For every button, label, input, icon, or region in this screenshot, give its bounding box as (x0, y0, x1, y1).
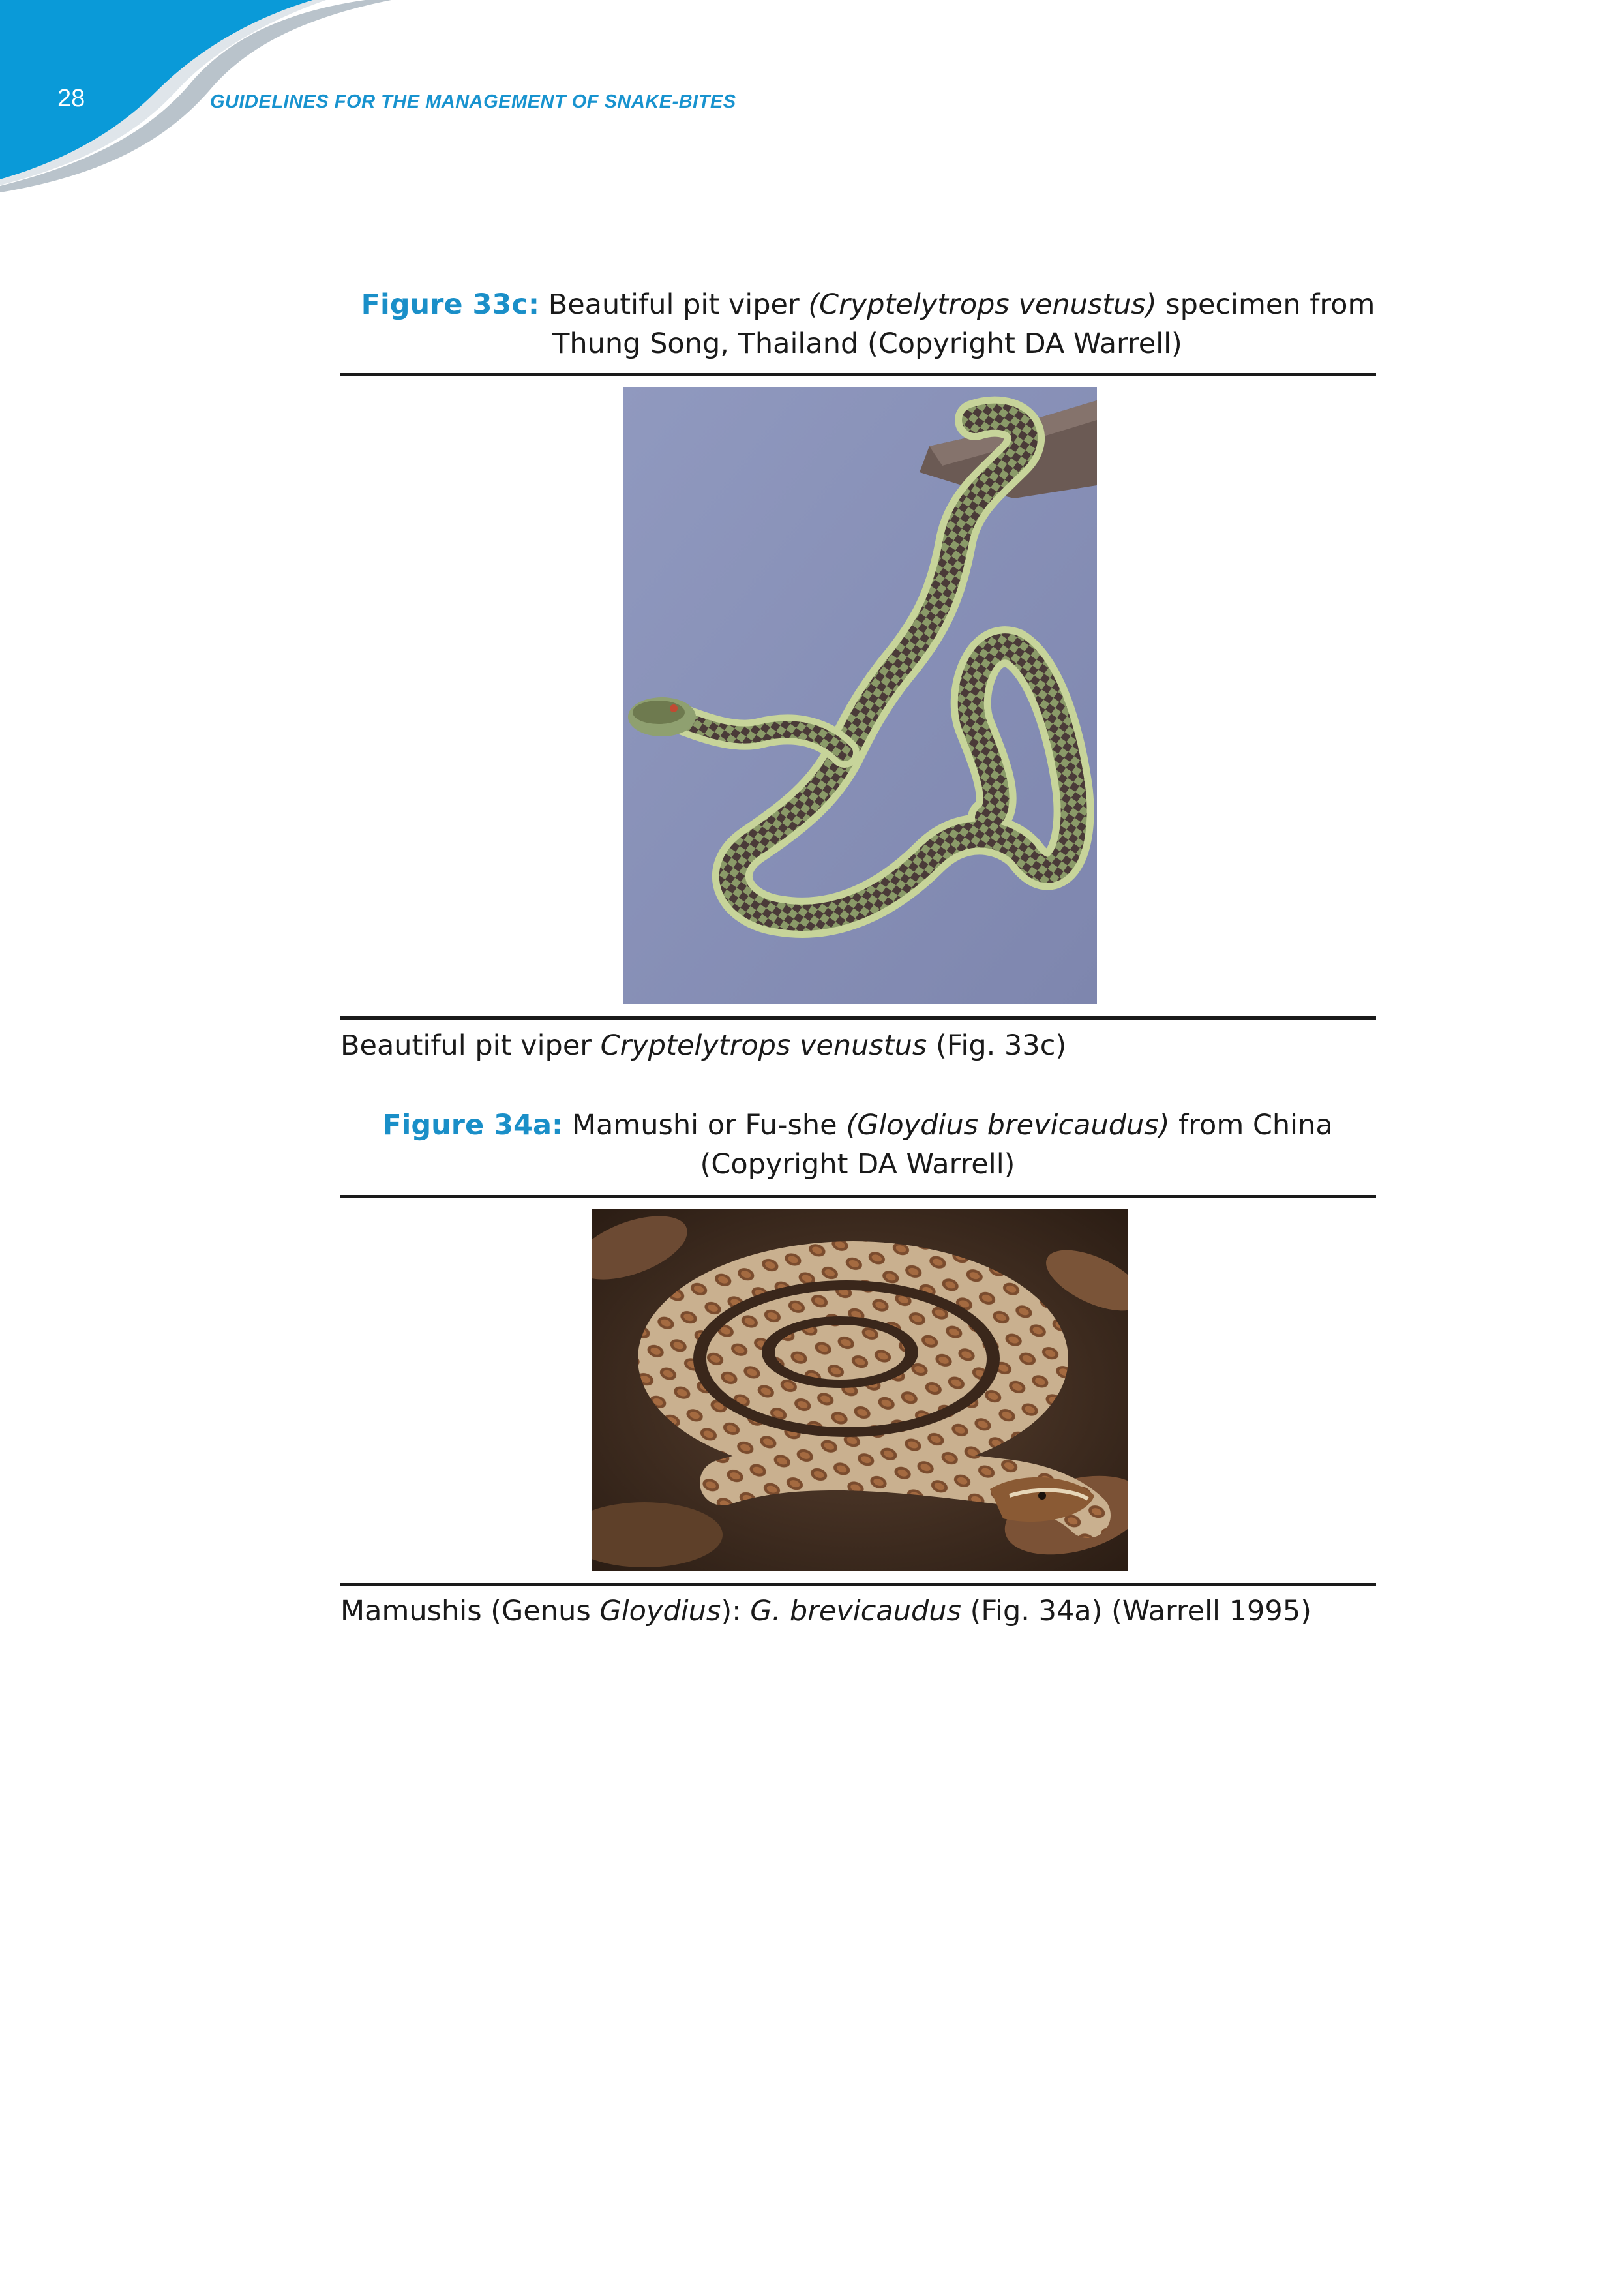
coiled-brown-mamushi-photo (592, 1209, 1128, 1571)
figure-33c-subcaption (340, 1026, 1377, 1065)
caption-rule-bottom (340, 1583, 1376, 1586)
caption-text-tail: from China (1169, 1109, 1333, 1141)
subcaption-text: Mamushis (Genus (340, 1595, 600, 1627)
subcaption-species: G. brevicaudus (750, 1595, 961, 1627)
caption-text: Mamushi or Fu-she (571, 1109, 846, 1141)
caption-text: Beautiful pit viper (548, 288, 809, 321)
caption-text-tail: specimen from (1156, 288, 1375, 321)
caption-line-2: (Copyright DA Warrell) (700, 1148, 1015, 1181)
running-head: GUIDELINES FOR THE MANAGEMENT OF SNAKE-BITES (210, 91, 736, 112)
figure-label: Figure 33c: (361, 288, 540, 321)
figure-33c-caption (339, 285, 1376, 363)
subcaption-ref: (Fig. 33c) (927, 1029, 1067, 1062)
subcaption-ref: (Fig. 34a) (Warrell 1995) (961, 1595, 1311, 1627)
caption-rule-top (340, 1195, 1376, 1198)
figure-34a-subcaption (340, 1592, 1377, 1631)
subcaption-text: ): (721, 1595, 751, 1627)
caption-line-2: Thung Song, Thailand (Copyright DA Warrell) (552, 327, 1182, 360)
page-number: 28 (57, 85, 85, 112)
coiled-green-pit-viper-photo (623, 387, 1097, 1004)
caption-species: (Gloydius brevicaudus) (846, 1109, 1170, 1141)
caption-rule-top (340, 373, 1376, 376)
subcaption-genus: Gloydius (599, 1595, 721, 1627)
caption-rule-bottom (340, 1016, 1376, 1020)
subcaption-species: Cryptelytrops venustus (600, 1029, 927, 1062)
figure-label: Figure 34a: (382, 1109, 563, 1141)
caption-species: (Cryptelytrops venustus) (808, 288, 1157, 321)
figure-34a-caption (339, 1106, 1376, 1184)
subcaption-text: Beautiful pit viper (340, 1029, 601, 1062)
